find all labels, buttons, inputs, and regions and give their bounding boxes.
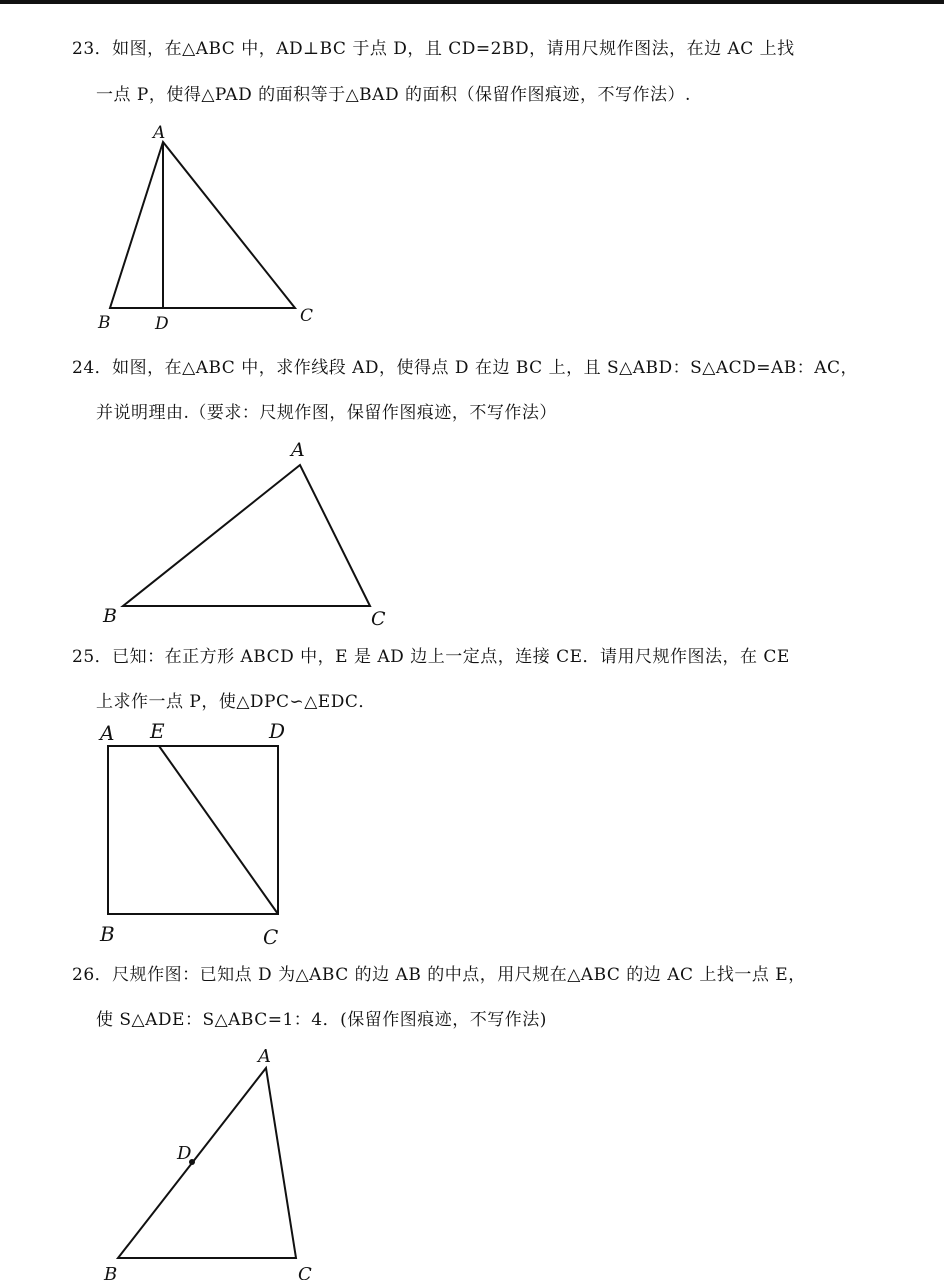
problem-24-line2: 并说明理由.（要求：尺规作图，保留作图痕迹，不写作法） <box>96 403 557 423</box>
problem-23-line2: 一点 P，使得△PAD 的面积等于△BAD 的面积（保留作图痕迹，不写作法）. <box>96 85 691 105</box>
label-b: B <box>100 922 115 946</box>
label-a: A <box>291 439 305 461</box>
problem-25-figure <box>92 716 312 952</box>
problem-26-figure <box>95 1042 335 1280</box>
label-c: C <box>300 306 314 326</box>
label-c: C <box>263 925 279 949</box>
top-border <box>0 0 944 4</box>
problem-26-line1: 26．尺规作图：已知点 D 为△ABC 的边 AB 的中点，用尺规在△ABC 的边 AC 上找一点 E， <box>72 965 806 985</box>
label-a: A <box>100 721 115 745</box>
label-d: D <box>177 1143 192 1164</box>
label-d: D <box>269 719 286 743</box>
label-c: C <box>298 1264 312 1280</box>
problem-24-figure <box>95 430 415 635</box>
problem-23-figure <box>90 118 330 338</box>
problem-25-line2: 上求作一点 P，使△DPC∽△EDC． <box>96 692 376 712</box>
triangle-abc <box>123 465 370 606</box>
label-b: B <box>104 1264 118 1280</box>
triangle-abc <box>118 1068 296 1258</box>
problem-25-line1: 25．已知：在正方形 ABCD 中，E 是 AD 边上一定点，连接 CE．请用尺规作图法，在 CE <box>72 647 790 667</box>
label-e: E <box>150 719 165 743</box>
problem-23-line1: 23．如图，在△ABC 中，AD⊥BC 于点 D，且 CD=2BD，请用尺规作图法，在边 AC 上找 <box>72 39 795 59</box>
label-a: A <box>258 1046 271 1067</box>
label-b: B <box>98 313 111 333</box>
label-c: C <box>371 608 386 630</box>
segment-ce <box>159 746 278 914</box>
label-d: D <box>155 314 169 334</box>
problem-26-line2: 使 S△ADE：S△ABC=1：4．(保留作图痕迹，不写作法) <box>96 1010 547 1030</box>
triangle-abc <box>110 142 295 308</box>
problem-24-line1: 24．如图，在△ABC 中，求作线段 AD，使得点 D 在边 BC 上，且 S△ABD：S△ACD=AB：AC， <box>72 358 859 378</box>
label-a: A <box>153 123 166 143</box>
square-abcd <box>108 746 278 914</box>
label-b: B <box>103 605 117 627</box>
